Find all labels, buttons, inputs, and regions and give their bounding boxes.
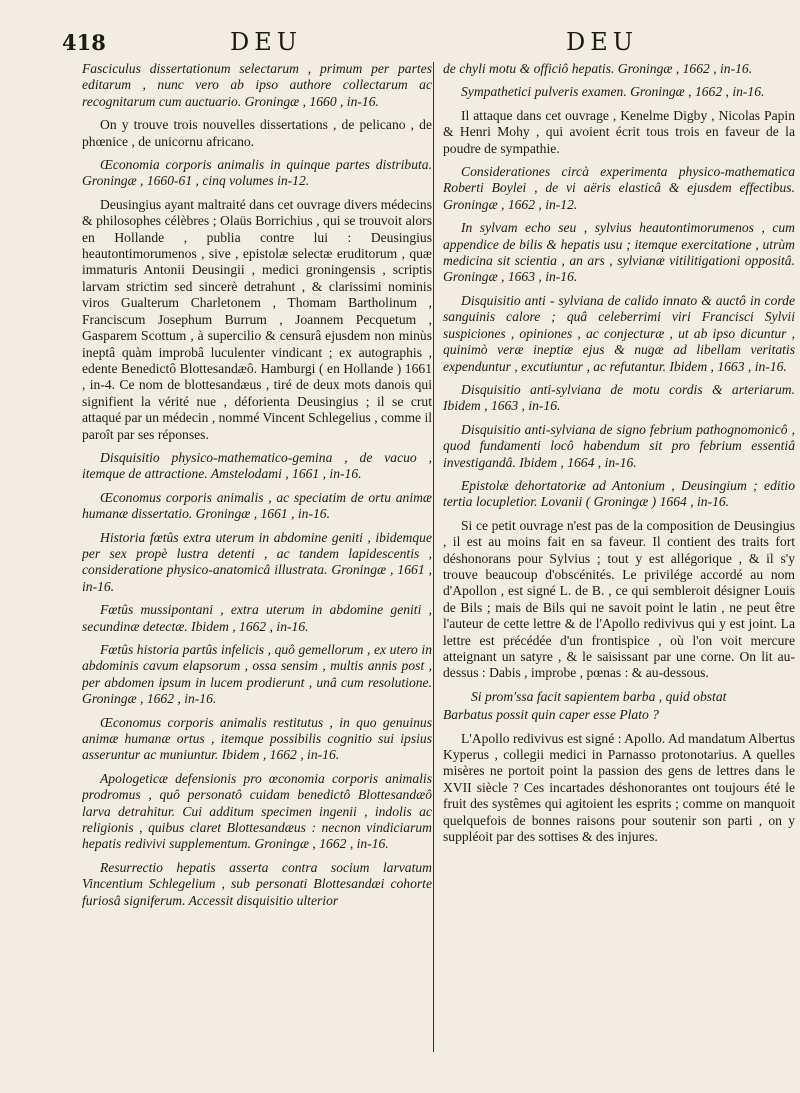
right-column [443,61,795,1061]
note-apollo-redivivus: L'Apollo redivivus est signé : Apollo. Ad mandatum Albertus Kyperus , collegii medici in Parnasso protonotarius. A quelles misères ne portoit point la passion des gens de lettres dans le XVII siècle ? Ces incartades déshonorantes ont toujours été le fruit des systêmes qui agitoient les esprits ; comme on manquoit quelquefois de bonnes raisons pour soutenir son parti , on y suppléoit par des sottises & des injures. [443,730,795,845]
entry-apologeticae: Apologeticæ defensionis pro œconomia corporis animalis prodromus , quô personatô cuidam benedictô Blottesandæô larva detrahitur. Cui additum specimen ingenii , indolis ac religionis , quibus claret Blottesandæus : necnon vindiciarum hepatis redivivi supplementum. Groningæ , 1662 , in-16. [82,770,432,852]
entry-historia-foetus: Historia fœtûs extra uterum in abdomine geniti , ibidemque per sex propè lustra detenti , ac tandem lapidescentis , consideratione physico-anatomicâ illustrata. Groningæ , 1661 , in-16. [82,529,432,594]
entry-resurrectio-hepatis: Resurrectio hepatis asserta contra socium larvatum Vincentium Schlegelium , sub personati Blottesandæi cohorte furiosâ signiferum. Accessit disquisitio ulterior [82,859,432,908]
note-borrichius: Deusingius ayant maltraité dans cet ouvrage divers médecins & philosophes célèbres ; Olaüs Borrichius , qui se trouvoit alors en Hollande , publia contre lui : Deusingius heautontimorumenos , sive , epistolæ selectæ eruditorum , quæ immaturis Antonii Deusingii , medici groningensis , scriptis larvam strictim sed sincerè detrahunt , & clarissimi nominis viros Gualterum Charletonem , Thomam Bartholinum , Franciscum Josephum Burrum , Joannem Pecquetum , Gasparem Scottum , à supercilio & censurâ ejusdem non minùs ineptâ quàm improbâ luculenter vindicant ; ex autographis , edente Benedictô Blottesandæô. Hamburgi ( en Hollande ) 1661 , in-4. Ce nom de blottesandæus , tiré de deux mots danois qui signifient la vérité nue , déforienta Deusingius ; il se crut attaqué par un médecin , nommé Vincent Schlegelius , comme il paroît par ses réponses. [82,196,432,442]
entry-partus-infelicis: Fœtûs historia partûs infelicis , quô gemellorum , ex utero in abdominis cavum elapsorum , ossa sensim , multis annis post , per abdomen ipsum in lucem prodierunt , unâ cum resolutione. Groningæ , 1662 , in-16. [82,642,432,707]
note-composition: Si ce petit ouvrage n'est pas de la composition de Deusingius , il est au moins fait en sa faveur. Il contient des traits fort déshonorans pour Sylvius ; tout y est allégorique , & il s'y trouve beaucoup d'obscénités. Le privilége accordé au nom d'Apollon , est signé L. de B. , ce qui sembleroit désigner Louis de Bils ; mais de Bils qui ne savoit point le latin , ne peut être l'auteur de cette lettre & de l'Apollo redivivus qui y est joint. La lettre est précédée d'un frontispice , où l'on voit mercure atteignant un satyre , & le saisissant par une corne. On lit au-dessus : Dabis , improbe , pœnas : & au-dessous. [443,517,795,681]
entry-chyli-continuation: de chyli motu & officiô hepatis. Groningæ , 1662 , in-16. [443,61,753,76]
left-column [82,61,432,1061]
entry-oeconomia: Œconomia corporis animalis in quinque partes distributa. Groningæ , 1660-61 , cinq volumes in-12. [82,157,432,189]
entry-oeconomus-ortu: Œconomus corporis animalis , ac speciatim de ortu animæ humanæ dissertatio. Groningæ , 1661 , in-16. [82,489,432,522]
entry-anti-sylviana-motu: Disquisitio anti-sylviana de motu cordis & arteriarum. Ibidem , 1663 , in-16. [443,381,795,414]
verse-line-2: Barbatus possit quin caper esse Plato ? [443,707,659,723]
column-divider [433,62,434,1052]
entry-foetus-mussipontani: Fœtûs mussipontani , extra uterum in abdomine geniti , secundinæ detectæ. Ibidem , 1662 , in-16. [82,602,432,634]
entry-oeconomus-restitutus: Œconomus corporis animalis restitutus , in quo genuinus animæ humanæ ortus , itemque possibilis cognitio sui ipsius asseruntur ac muniuntur. Ibidem , 1662 , in-16. [82,714,432,763]
note-dissertations: On y trouve trois nouvelles dissertations , de pelicano , de phœnice , de unicornu africano. [82,117,432,149]
entry-anti-sylviana-signo: Disquisitio anti-sylviana de signo febrium pathognomonicô , quod fundamenti locô habendum sit pro febrium essentiâ investigandâ. Ibidem , 1664 , in-16. [443,421,795,470]
page-number: 418 [62,30,106,55]
entry-sympathetici: Sympathetici pulveris examen. Groningæ , 1662 , in-16. [461,84,765,100]
running-head-right: DEU [566,28,638,56]
entry-epistolae: Epistolæ dehortatoriæ ad Antonium , Deusingium ; editio tertia locupletior. Lovanii ( Groningæ ) 1664 , in-16. [443,477,795,510]
entry-anti-sylviana-calido: Disquisitio anti - sylviana de calido innato & auctô in corde sanguinis calore ; quâ celeberrimi viri Francisci Sylvii suspiciones , opiniones , ac conjecturæ , ut ab ipso dicuntur , quinimò veræ ineptiæ ejus & nugæ ad libellam veritatis expenduntur , excutiuntur , ac refutantur. Ibidem , 1663 , in-16. [443,292,795,374]
entry-in-sylvam: In sylvam echo seu , sylvius heautontimorumenos , cum appendice de bilis & hepatis usu ; itemque exercitatione , utrùm medicina sit scientia , an ars , sylvianæ vitilitigationi oppositâ. Groningæ , 1663 , in-16. [443,220,795,285]
entry-fasciculus: Fasciculus dissertationum selectarum , primum per partes editarum , nunc vero ab ipso authore collectarum ac recognitarum cum auctuario. Groningæ , 1660 , in-16. [82,61,432,109]
note-digby: Il attaque dans cet ouvrage , Kenelme Digby , Nicolas Papin & Henri Mohy , qui avoient écrit tous trois en faveur de la poudre de sympathie. [443,107,795,156]
entry-disquisitio-vacuo: Disquisitio physico-mathematico-gemina , de vacuo , itemque de attractione. Amstelodami , 1661 , in-16. [82,449,432,482]
entry-considerationes: Considerationes circà experimenta physico-mathematica Roberti Boylei , de vi aëris elasticâ & ejusdem effectibus. Groningæ , 1662 , in-12. [443,164,795,212]
running-head-left: DEU [230,28,302,56]
verse-line-1: Si prom'ssa facit sapientem barba , quid obstat [471,688,727,704]
